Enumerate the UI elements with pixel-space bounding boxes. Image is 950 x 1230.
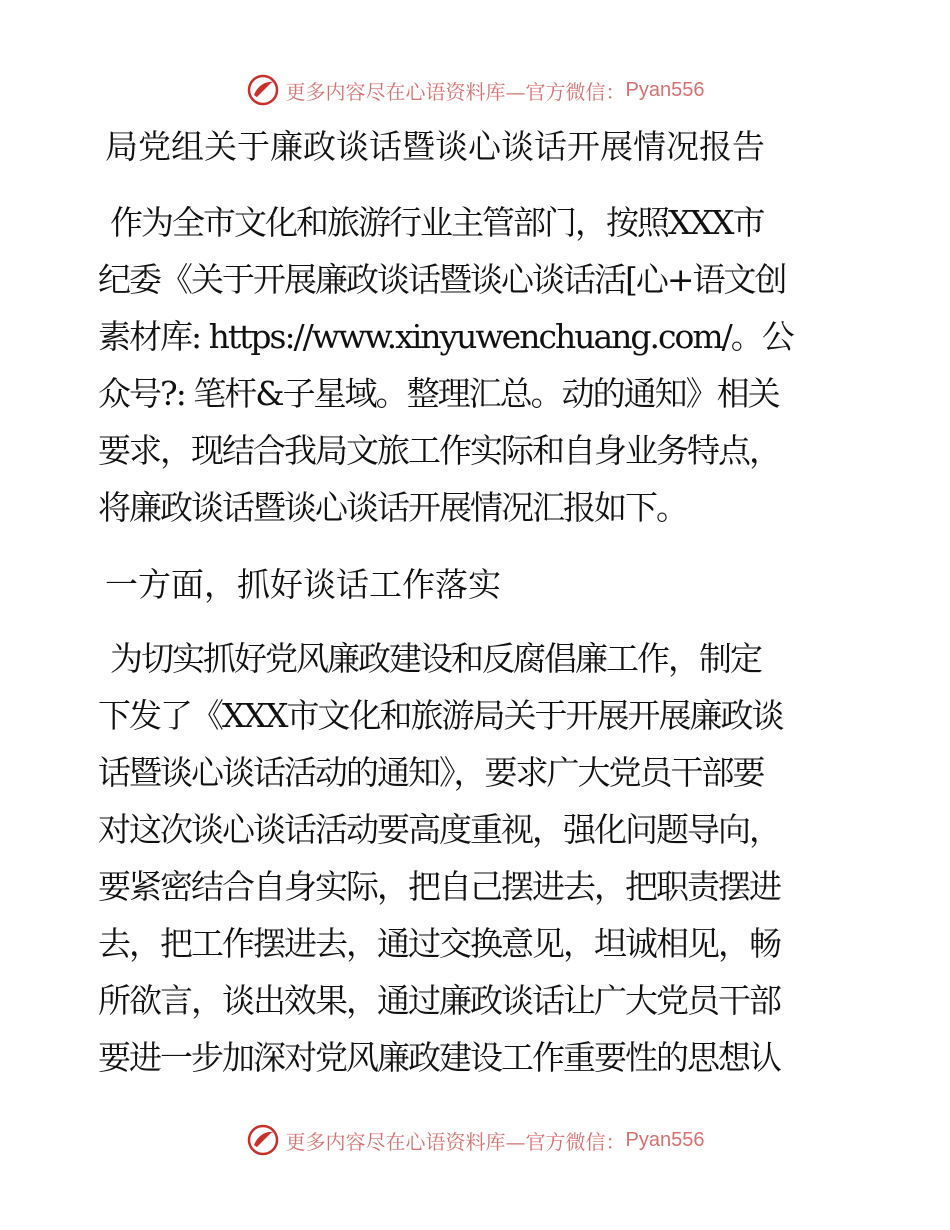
- brand-logo-icon: [246, 73, 280, 107]
- paragraph-line: 将廉政谈话暨谈心谈话开展情况汇报如下。: [98, 488, 687, 527]
- watermark-banner-top: [0, 70, 950, 110]
- paragraph-line: 纪委《关于开展廉政谈话暨谈心谈话活[心+语文创: [98, 260, 786, 299]
- paragraph-line: 要紧密结合自身实际，把自己摆进去，把职责摆进: [98, 867, 780, 906]
- paragraph-body: [98, 630, 858, 1086]
- watermark-banner-bottom: [0, 1120, 950, 1160]
- paragraph-line: 作为全市文化和旅游行业主管部门，按照XXX市: [110, 203, 764, 242]
- brand-logo-icon: [246, 1123, 280, 1157]
- paragraph-line: 为切实抓好党风廉政建设和反腐倡廉工作，制定: [110, 639, 761, 678]
- paragraph-line: 要进一步加深对党风廉政建设工作重要性的思想认: [98, 1038, 780, 1077]
- watermark-wechat-id: Pyan556: [625, 1128, 705, 1151]
- paragraph-line: 所欲言，谈出效果，通过廉政谈话让广大党员干部: [98, 981, 780, 1020]
- paragraph-line: 众号?: 笔杆&子星域。整理汇总。动的通知》相关: [98, 374, 779, 413]
- paragraph-line: 下发了《XXX市文化和旅游局关于开展开展廉政谈: [98, 696, 783, 735]
- section-heading: 一方面，抓好谈话工作落实: [105, 565, 501, 604]
- paragraph-line: 要求，现结合我局文旅工作实际和自身业务特点，: [98, 431, 780, 470]
- paragraph-line: 对这次谈心谈话活动要高度重视，强化问题导向，: [98, 810, 780, 849]
- paragraph-intro: [98, 194, 858, 536]
- watermark-text: 更多内容尽在心语资料库—官方微信：: [285, 79, 626, 104]
- document-title: 局党组关于廉政谈话暨谈心谈话开展情况报告: [105, 127, 765, 166]
- watermark-text: 更多内容尽在心语资料库—官方微信：: [285, 1129, 626, 1154]
- paragraph-line: 话暨谈心谈话活动的通知》，要求广大党员干部要: [98, 753, 764, 792]
- paragraph-line: 素材库: https://www.xinyuwenchuang.com/。公: [98, 317, 793, 356]
- paragraph-line: 去，把工作摆进去，通过交换意见，坦诚相见，畅: [98, 924, 780, 963]
- watermark-wechat-id: Pyan556: [625, 78, 705, 101]
